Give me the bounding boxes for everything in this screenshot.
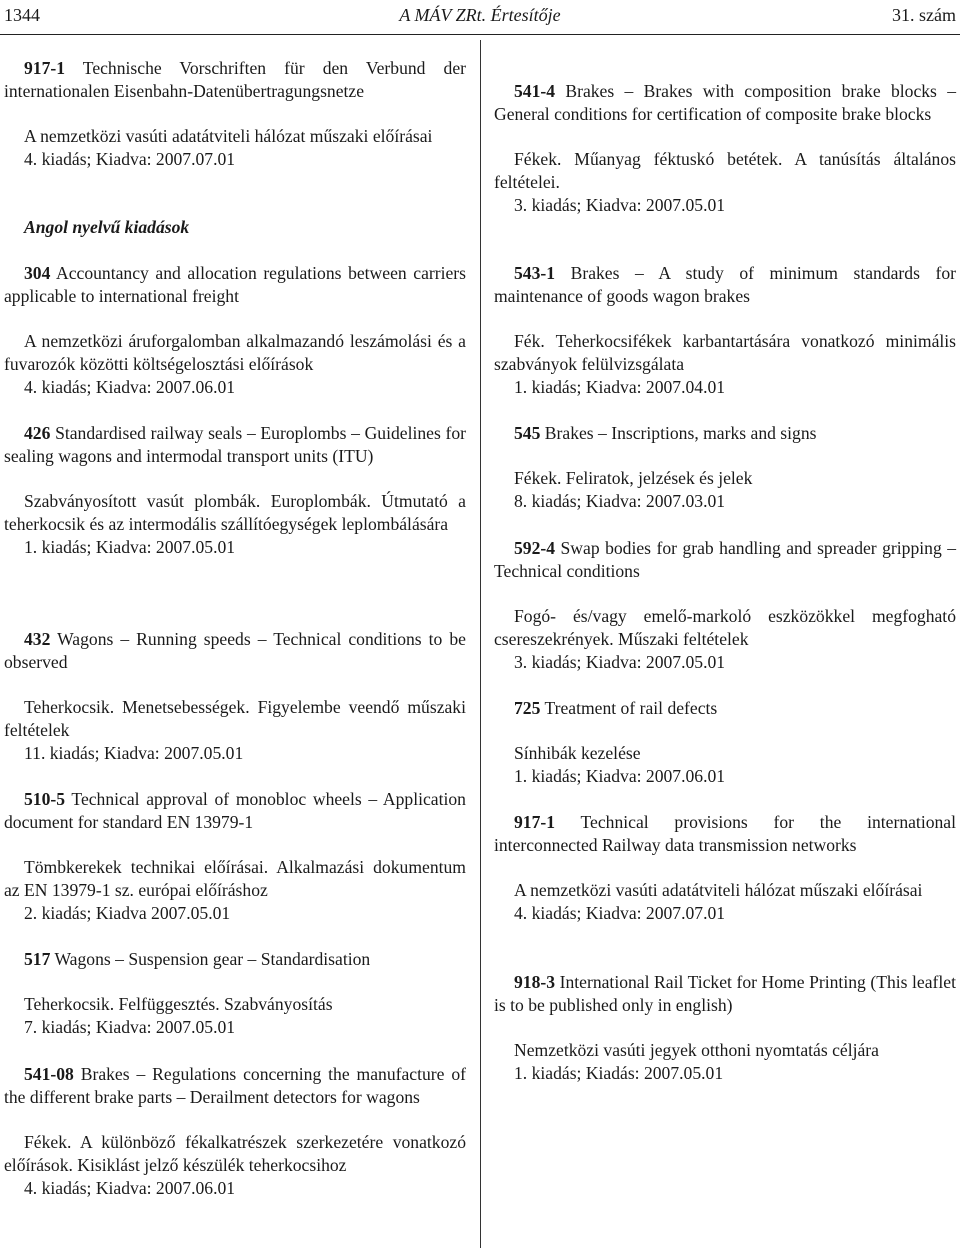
catalog-entry — [4, 216, 466, 239]
entry-title-hu: Teherkocsik. Felfüggesztés. Szabványosítás — [24, 994, 333, 1014]
entry-title-hu: Fogó- és/vagy emelő-markoló eszközökkel megfogható csereszekrények. Műszaki feltételek — [494, 606, 956, 649]
entry-code: 917-1 — [24, 58, 66, 78]
spacer — [494, 445, 956, 467]
entry-title-en-text: Accountancy and allocation regulations between carriers applicable to international freight — [4, 263, 466, 306]
entry-title-en — [494, 422, 956, 445]
spacer — [4, 674, 466, 696]
entry-edition: 4. kiadás; Kiadva: 2007.06.01 — [24, 1178, 236, 1198]
spacer — [4, 468, 466, 490]
spacer — [4, 1109, 466, 1131]
entry-title-hu: A nemzetközi áruforgalomban alkalmazandó leszámolási és a fuvarozók közötti költségelosztási előírások — [4, 331, 466, 374]
entry-code: 545 — [514, 423, 541, 443]
entry-title-en — [494, 262, 956, 308]
entry-title-en — [4, 1063, 466, 1109]
entry-code: 541-08 — [24, 1064, 74, 1084]
catalog-entry — [494, 971, 956, 1085]
entry-title-en — [4, 948, 466, 971]
entry-title-en-text: Standardised railway seals – Europlombs – Guidelines for sealing wagons and intermodal transport units (ITU) — [4, 423, 466, 466]
catalog-entry — [4, 948, 466, 1039]
spacer — [494, 1017, 956, 1039]
catalog-entry — [494, 422, 956, 513]
header-rule — [0, 34, 960, 35]
page-number: 1344 — [4, 4, 40, 25]
spacer — [494, 308, 956, 330]
entry-title-hu: Sínhibák kezelése — [514, 743, 641, 763]
entry-title-en-text: Brakes – A study of minimum standards for maintenance of goods wagon brakes — [494, 263, 956, 306]
catalog-entry — [494, 537, 956, 674]
entry-code: 304 — [24, 263, 51, 283]
catalog-entry — [4, 788, 466, 925]
journal-title: A MÁV ZRt. Értesítője — [399, 4, 561, 25]
entry-edition: 8. kiadás; Kiadva: 2007.03.01 — [514, 491, 726, 511]
spacer — [494, 857, 956, 879]
entry-title-en — [494, 537, 956, 583]
entry-title-en-text: Treatment of rail defects — [544, 698, 718, 718]
entry-edition: 3. kiadás; Kiadva: 2007.05.01 — [514, 195, 726, 215]
entry-title-hu: A nemzetközi vasúti adatátviteli hálózat műszaki előírásai — [24, 126, 433, 146]
entry-title-en — [4, 262, 466, 308]
catalog-entry — [4, 422, 466, 559]
entry-edition: 1. kiadás; Kiadva: 2007.06.01 — [514, 766, 726, 786]
entry-code: 917-1 — [514, 812, 556, 832]
entry-title-en-text: Wagons – Suspension gear – Standardisation — [54, 949, 371, 969]
entry-edition: 1. kiadás; Kiadás: 2007.05.01 — [514, 1063, 724, 1083]
entry-edition: 11. kiadás; Kiadva: 2007.05.01 — [24, 743, 244, 763]
entry-title-hu: Szabványosított vasút plombák. Europlombák. Útmutató a teherkocsik és az intermodális szállítóegységek leplombálására — [4, 491, 466, 534]
spacer — [4, 103, 466, 125]
catalog-entry — [4, 262, 466, 399]
spacer — [4, 834, 466, 856]
entry-title-en — [4, 628, 466, 674]
entry-title-en-text: Brakes – Inscriptions, marks and signs — [544, 423, 817, 443]
spacer — [494, 720, 956, 742]
entry-title-en-text: Brakes – Brakes with composition brake blocks – General conditions for certification of composite brake blocks — [494, 81, 956, 124]
entry-title-en-text: International Rail Ticket for Home Printing (This leaflet is to be published only in english) — [494, 972, 956, 1015]
entry-title-en-text: Technical approval of monobloc wheels – Application document for standard EN 13979-1 — [4, 789, 466, 832]
catalog-entry — [494, 811, 956, 925]
entry-code: 510-5 — [24, 789, 66, 809]
page-header — [4, 2, 956, 28]
spacer — [4, 971, 466, 993]
entry-title-en — [494, 971, 956, 1017]
entry-code: 725 — [514, 698, 541, 718]
entry-title-en-text: Technische Vorschriften für den Verbund der internationalen Eisenbahn-Datenübertragungsnetze — [4, 58, 466, 101]
issue-number: 31. szám — [892, 4, 956, 25]
entry-title-hu: Tömbkerekek technikai előírásai. Alkalmazási dokumentum az EN 13979-1 sz. európai előíráshoz — [4, 857, 466, 900]
entry-edition: 1. kiadás; Kiadva: 2007.05.01 — [24, 537, 236, 557]
spacer — [494, 583, 956, 605]
entry-edition: 1. kiadás; Kiadva: 2007.04.01 — [514, 377, 726, 397]
entry-edition: 3. kiadás; Kiadva: 2007.05.01 — [514, 652, 726, 672]
catalog-entry — [4, 628, 466, 765]
entry-code: 517 — [24, 949, 51, 969]
spacer — [4, 308, 466, 330]
entry-title-hu: Fékek. Feliratok, jelzések és jelek — [514, 468, 753, 488]
entry-edition: 4. kiadás; Kiadva: 2007.07.01 — [24, 149, 236, 169]
entry-title-en — [494, 697, 956, 720]
entry-title-hu: Fék. Teherkocsifékek karbantartására vonatkozó minimális szabványok felülvizsgálata — [494, 331, 956, 374]
entry-title-hu: Nemzetközi vasúti jegyek otthoni nyomtatás céljára — [514, 1040, 879, 1060]
entry-edition: 4. kiadás; Kiadva: 2007.07.01 — [514, 903, 726, 923]
entry-title-en-text: Brakes – Regulations concerning the manufacture of the different brake parts – Derailment detectors for wagons — [4, 1064, 466, 1107]
entry-title-en — [4, 788, 466, 834]
entry-code: 432 — [24, 629, 51, 649]
catalog-entry — [494, 80, 956, 217]
entry-code: 426 — [24, 423, 51, 443]
spacer — [494, 126, 956, 148]
section-heading — [4, 216, 466, 239]
entry-title-en — [494, 80, 956, 126]
entry-title-en-text: Technical provisions for the international interconnected Railway data transmission networks — [494, 812, 956, 855]
entry-title-hu: Fékek. Műanyag féktuskó betétek. A tanúsítás általános feltételei. — [494, 149, 956, 192]
entry-edition: 4. kiadás; Kiadva: 2007.06.01 — [24, 377, 236, 397]
entry-code: 541-4 — [514, 81, 556, 101]
entry-code: 592-4 — [514, 538, 556, 558]
entry-code: 543-1 — [514, 263, 556, 283]
catalog-entry — [4, 1063, 466, 1200]
entry-title-en — [4, 422, 466, 468]
entry-code: 918-3 — [514, 972, 556, 992]
catalog-entry — [494, 697, 956, 788]
entry-edition: 7. kiadás; Kiadva: 2007.05.01 — [24, 1017, 236, 1037]
entry-title-hu: Fékek. A különböző fékalkatrészek szerkezetére vonatkozó előírások. Kisiklást jelző készülék teherkocsihoz — [4, 1132, 466, 1175]
catalog-entry — [494, 262, 956, 399]
entry-title-hu: A nemzetközi vasúti adatátviteli hálózat műszaki előírásai — [514, 880, 923, 900]
entry-title-hu: Teherkocsik. Menetsebességek. Figyelembe veendő műszaki feltételek — [4, 697, 466, 740]
column-divider — [480, 40, 481, 1248]
catalog-entry — [4, 57, 466, 171]
section-heading-text: Angol nyelvű kiadások — [24, 217, 190, 237]
entry-title-en — [494, 811, 956, 857]
entry-title-en-text: Swap bodies for grab handling and spreader gripping – Technical conditions — [494, 538, 956, 581]
entry-edition: 2. kiadás; Kiadva 2007.05.01 — [24, 903, 231, 923]
entry-title-en — [4, 57, 466, 103]
entry-title-en-text: Wagons – Running speeds – Technical conditions to be observed — [4, 629, 466, 672]
